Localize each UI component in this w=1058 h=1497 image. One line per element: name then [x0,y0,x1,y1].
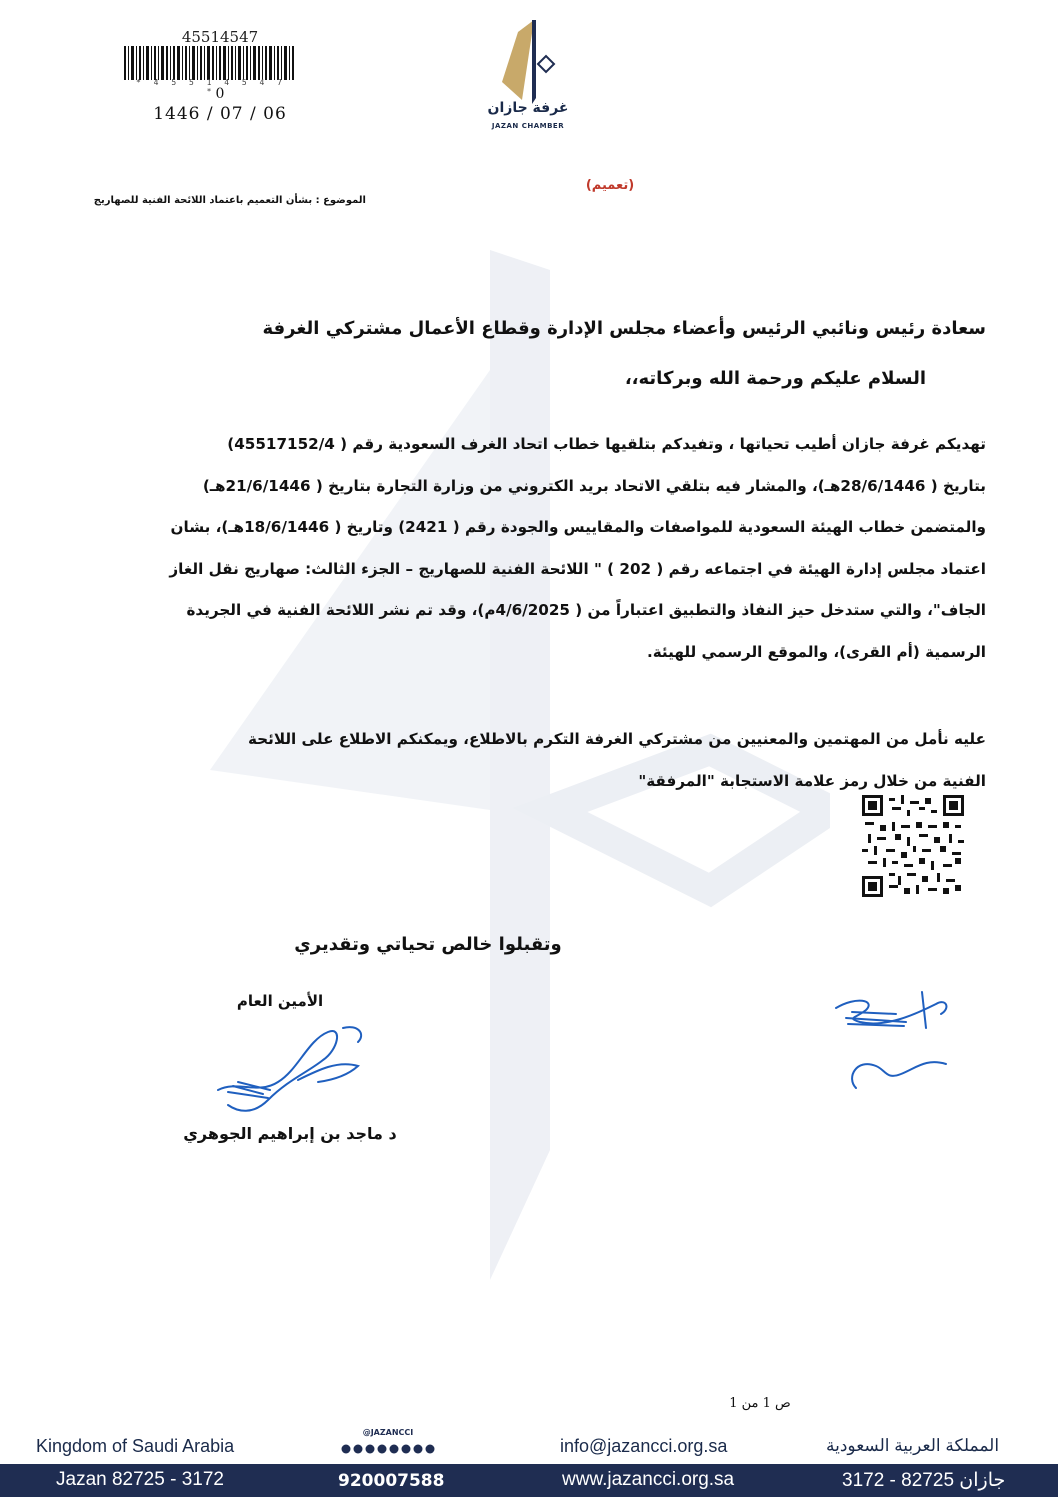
qr-code-icon[interactable] [862,795,964,897]
closing-line: الفنية من خلال رمز علامة الاستجابة "المرفقة" [638,772,986,790]
logo-english-text: JAZAN CHAMBER [491,122,565,130]
greeting: السلام عليكم ورحمة الله وبركاته،، [624,368,926,389]
footer-address-en: Jazan 82725 - 3172 [56,1469,224,1490]
body-line: والمتضمن خطاب الهيئة السعودية للمواصفات والمقاييس والجودة رقم ( 2421) وتاريخ ( 18/6/1446هـ)، بشان [170,518,986,536]
social-handle[interactable]: @JAZANCCI [362,1428,414,1437]
signature-icon [208,1020,373,1125]
footer-kingdom-ar: المملكة العربية السعودية [826,1436,1000,1455]
body-line: اعتماد مجلس إدارة الهيئة في اجتماعه رقم ( 202 ) " اللائحة الفنية للصهاريج – الجزء الثالث: صهاريج نقل الغاز [169,559,986,578]
footer-email[interactable]: info@jazancci.org.sa [560,1436,728,1456]
page-number: ص 1 من 1 [729,1396,791,1411]
footer-address-ar: جازان 82725 - 3172 [842,1470,1006,1491]
body-line: بتاريخ ( 28/6/1446هـ)، والمشار فيه بتلقي الاتحاد بريد الكتروني من وزارة التجارة بتاريخ ( 21/6/1446هـ) [202,476,986,495]
initials-signature-icon [826,988,966,1100]
body-line: الرسمية (أم القرى)، والموقع الرسمي للهيئة. [646,642,986,661]
closing-paragraph [66,718,986,802]
letter-body [66,424,986,673]
social-media-icons[interactable] [338,1433,438,1461]
signatory-title: الأمين العام [236,992,324,1010]
subject-line: الموضوع : بشأن التعميم باعتماد اللائحة الفنية للصهاريج [93,195,366,206]
closing-line: عليه نأمل من المهتمين والمعنيين من مشتركي الغرفة التكرم بالاطلاع، ويمكنكم الاطلاع على اللائحة [247,730,986,748]
footer-website[interactable]: www.jazancci.org.sa [562,1469,735,1490]
barcode-icon [124,46,296,80]
signatory-name: د ماجد بن إبراهيم الجوهري [183,1124,397,1143]
barcode-suffix: 0 [215,86,225,102]
barcode-number: 45514547 [181,28,259,46]
circular-label: (تعميم) [585,178,635,193]
logo-arabic-text: غرفة جازان [487,100,569,116]
barcode-caption: * 4 5 5 1 4 5 4 7 * [136,78,286,96]
body-line: الجاف"، والتي ستدخل حيز النفاذ والتطبيق اعتباراً من ( 4/6/2025م)، وقد تم نشر اللائحة الفنية في الجريدة [186,601,986,619]
footer-kingdom-en: Kingdom of Saudi Arabia [36,1436,235,1456]
addressee: سعادة رئيس ونائبي الرئيس وأعضاء مجلس الإدارة وقطاع الأعمال مشتركي الغرفة [262,318,986,339]
body-line: تهديكم غرفة جازان أطيب تحياتها ، وتفيدكم بتلقيها خطاب اتحاد الغرف السعودية رقم ( 45517152/4) [227,435,986,453]
regards-line: وتقبلوا خالص تحياتي وتقديري [294,934,562,955]
hijri-date: 1446 / 07 / 06 [153,104,287,124]
footer-phone[interactable]: 920007588 [338,1471,445,1491]
